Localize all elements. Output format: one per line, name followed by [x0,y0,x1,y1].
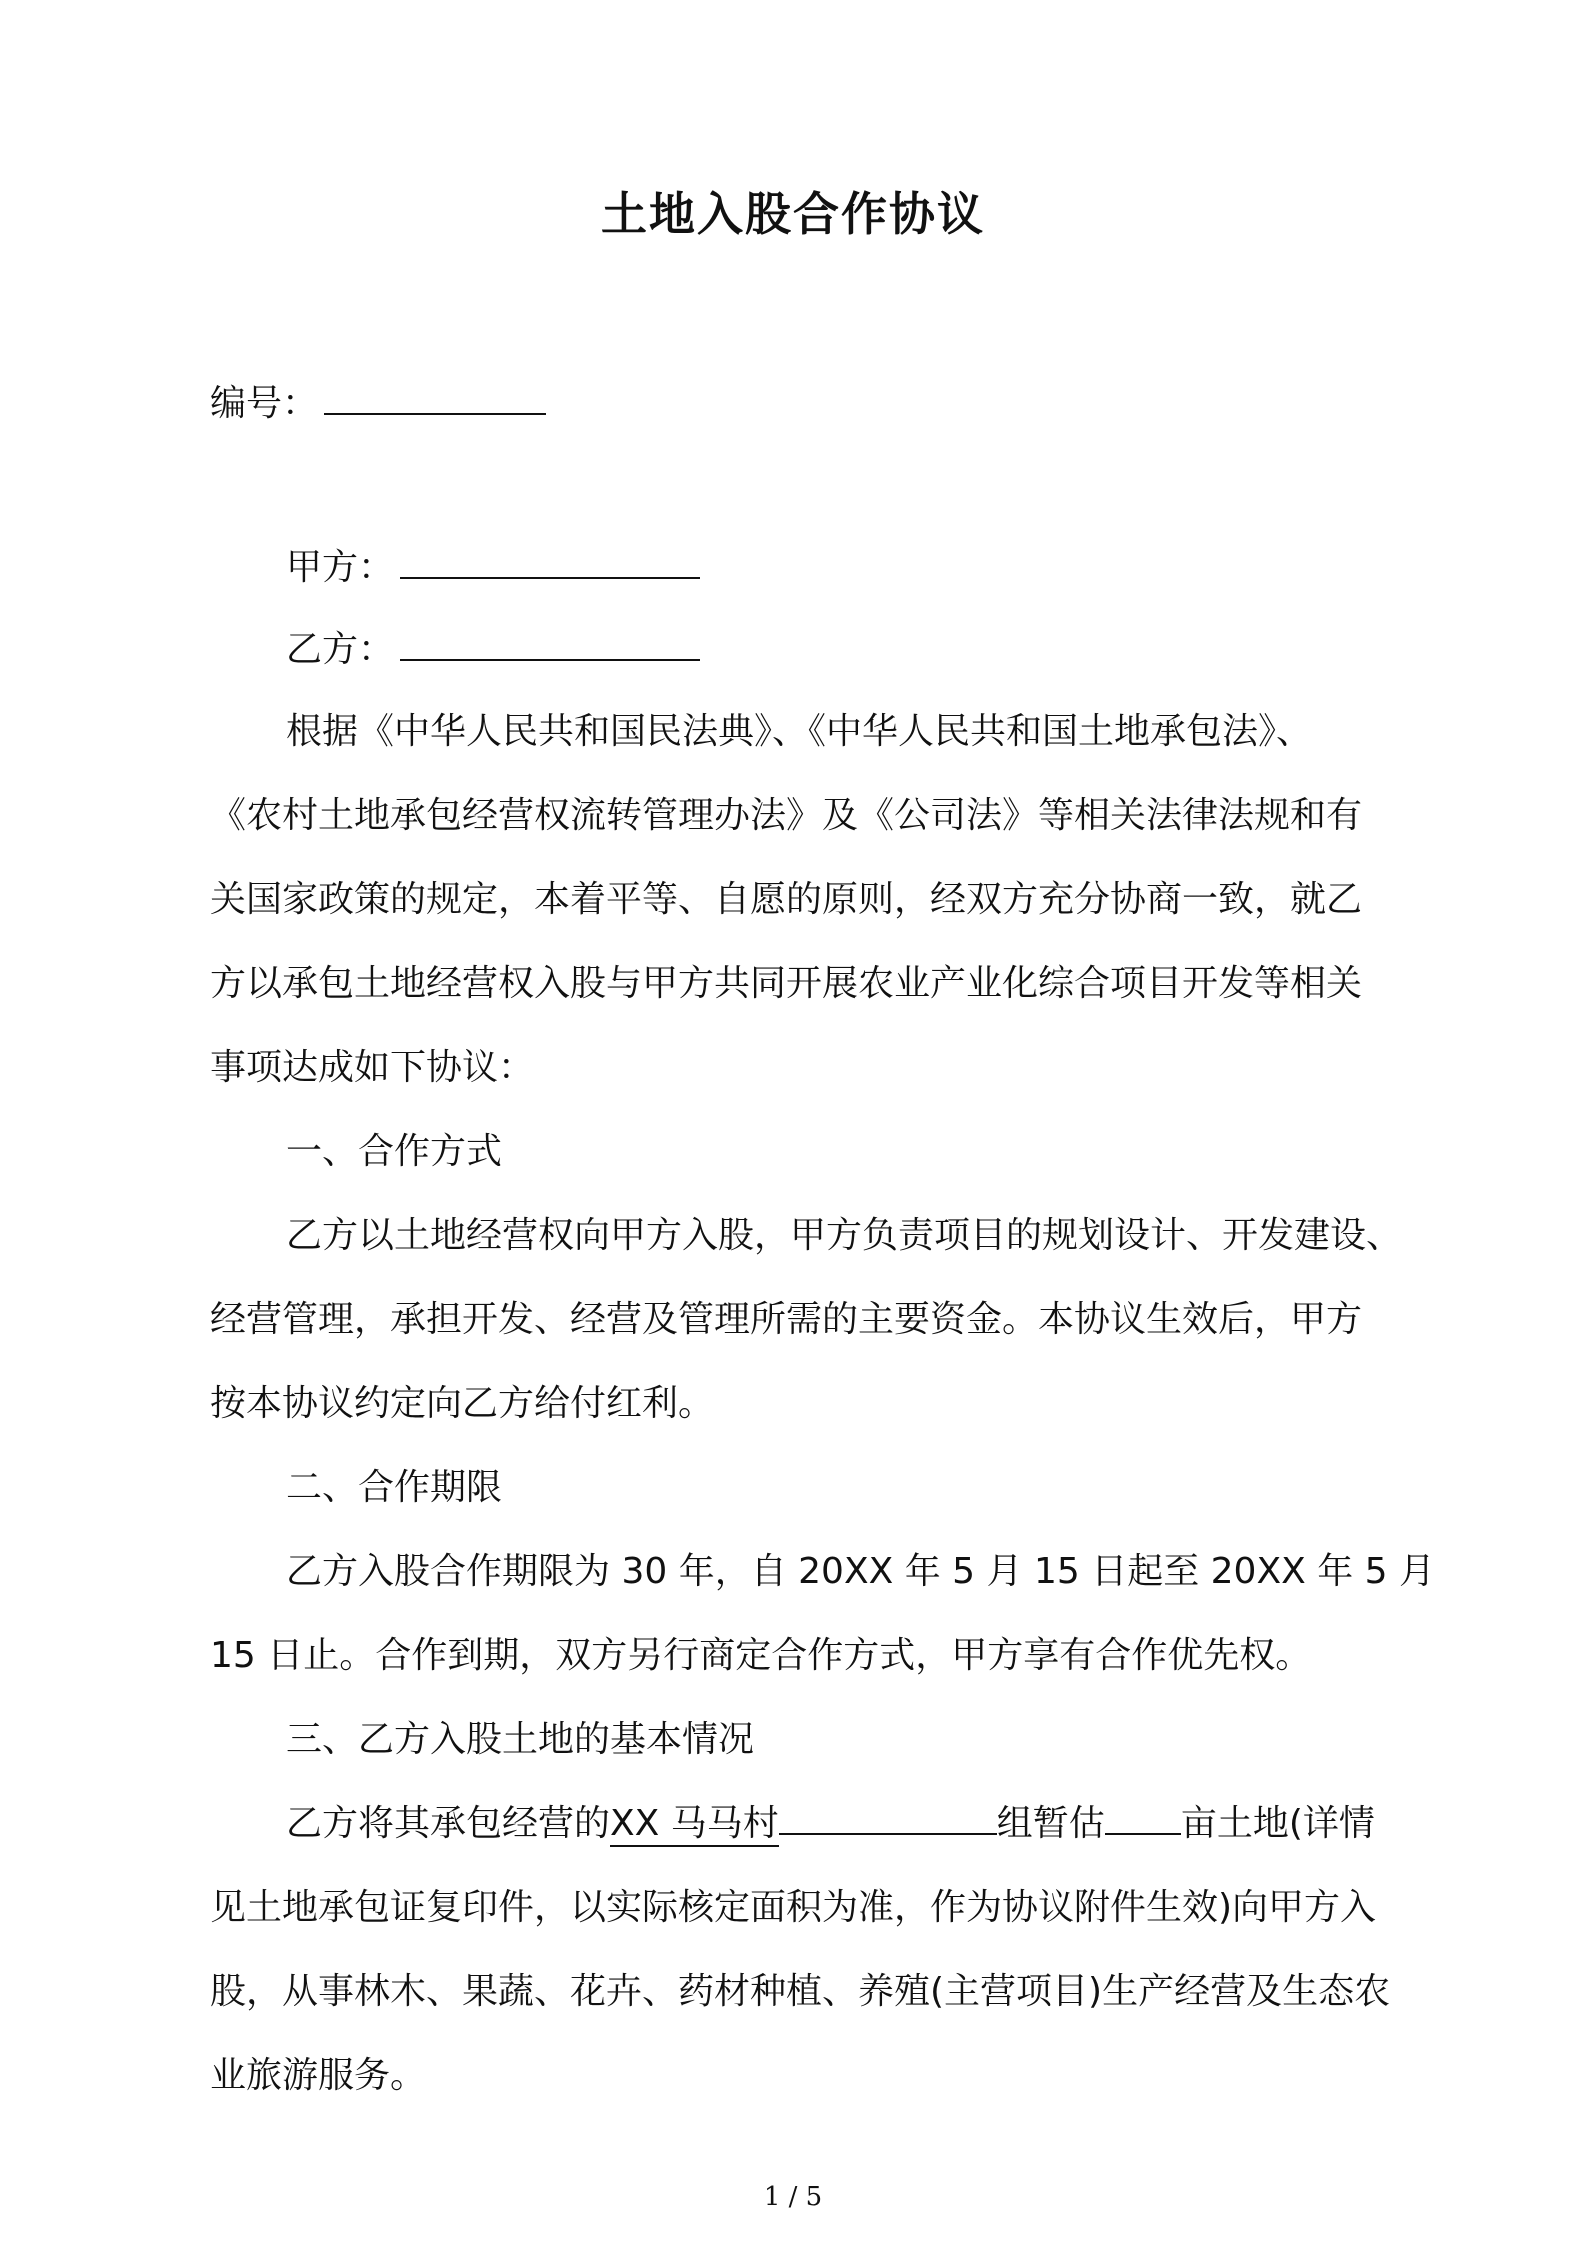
village-name-filled: XX 马马村 [610,1803,779,1847]
serial-number-label: 编号： [210,383,319,424]
section-line: 业旅游服务。 [210,2055,427,2096]
party-a-blank [400,547,700,579]
preamble-line: 根据《中华人民共和国民法典》、《中华人民共和国土地承包法》、 [286,711,1313,752]
section-line: 按本协议约定向乙方给付红利。 [210,1383,715,1424]
party-b-blank [400,629,700,661]
party-a-label: 甲方： [286,547,395,588]
section-heading: 三、乙方入股土地的基本情况 [286,1719,755,1760]
section-line: 股，从事林木、果蔬、花卉、药材种植、养殖(主营项目)生产经营及生态农 [210,1971,1391,2012]
page-number: 1 / 5 [763,2182,823,2212]
group-blank [779,1803,997,1835]
preamble-line: 方以承包土地经营权入股与甲方共同开展农业产业化综合项目开发等相关 [210,963,1363,1004]
document-title: 土地入股合作协议 [601,187,985,241]
land-text-prefix: 乙方将其承包经营的 [286,1803,611,1844]
section-line: 经营管理，承担开发、经营及管理所需的主要资金。本协议生效后，甲方 [210,1299,1363,1340]
preamble-line: 《农村土地承包经营权流转管理办法》及《公司法》等相关法律法规和有 [210,795,1363,836]
party-a-row [286,542,700,594]
section-line: 乙方以土地经营权向甲方入股，甲方负责项目的规划设计、开发建设、 [286,1215,1403,1256]
serial-number-row [210,378,546,430]
preamble-line: 关国家政策的规定，本着平等、自愿的原则，经双方充分协商一致，就乙 [210,879,1363,920]
section-heading: 一、合作方式 [286,1131,503,1172]
party-b-row [286,624,700,676]
section-line: 见土地承包证复印件，以实际核定面积为准，作为协议附件生效)向甲方入 [210,1887,1377,1928]
party-b-label: 乙方： [286,629,395,670]
preamble-line: 事项达成如下协议： [210,1047,535,1088]
land-text-suffix: 亩土地(详情 [1180,1803,1375,1844]
section-line: 15 日止。合作到期，双方另行商定合作方式，甲方享有合作优先权。 [210,1635,1312,1676]
land-description-line [286,1798,1375,1850]
land-text-mid: 组暂估 [996,1803,1105,1844]
serial-number-blank [324,383,546,415]
section-line: 乙方入股合作期限为 30 年，自 20XX 年 5 月 15 日起至 20XX 年 5 月 [286,1551,1436,1592]
section-heading: 二、合作期限 [286,1467,503,1508]
area-blank [1105,1803,1181,1835]
